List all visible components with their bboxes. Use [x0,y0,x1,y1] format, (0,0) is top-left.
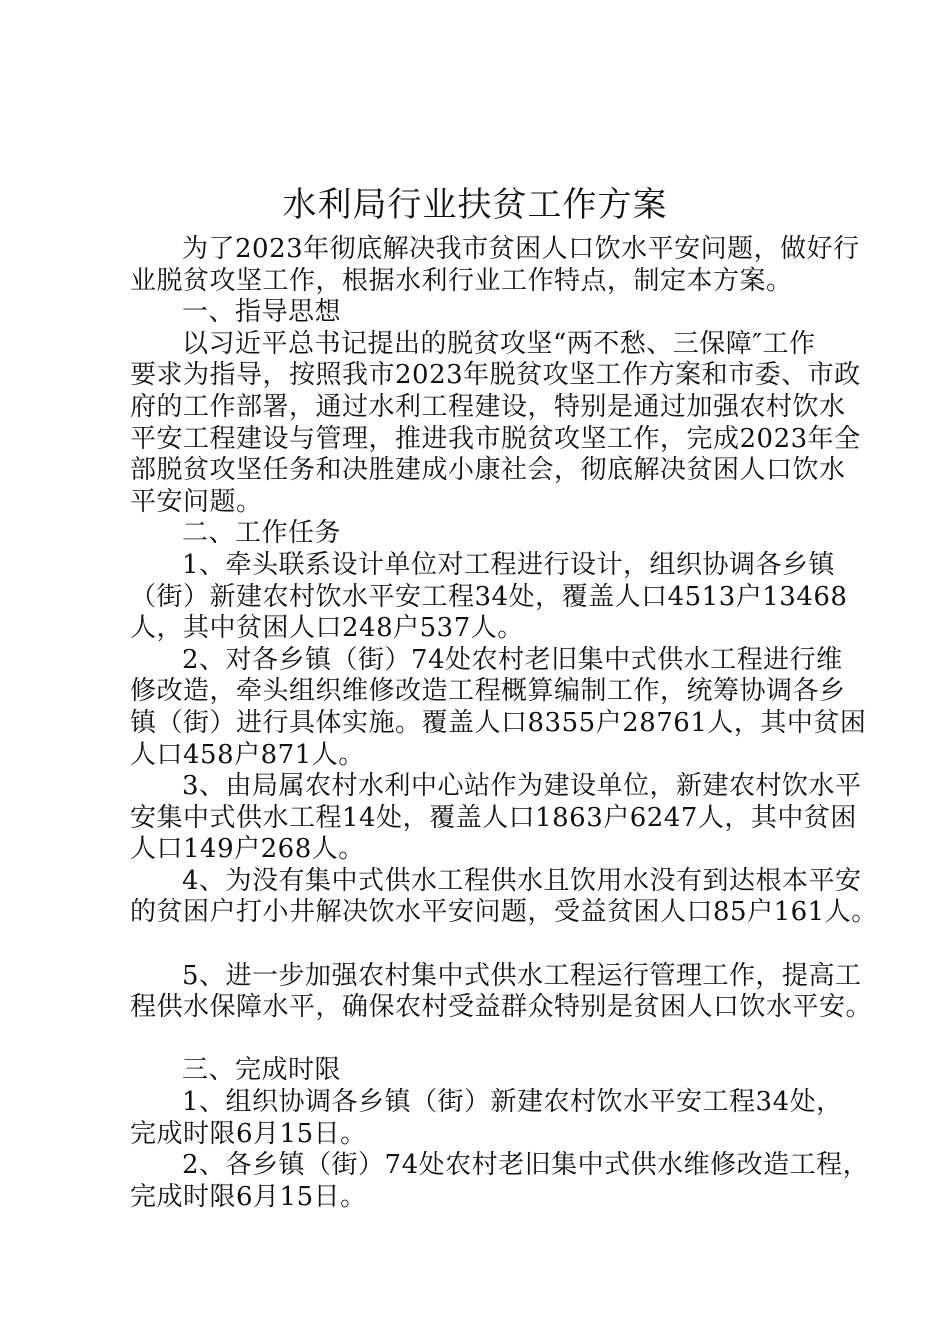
document-title: 水利局行业扶贫工作方案 [282,185,668,225]
paragraph-task-4 [130,865,878,929]
text-line: 完成时限6月15日。 [130,1118,367,1149]
text-line: 业脱贫攻坚工作，根据水利行业工作特点，制定本方案。 [130,265,793,296]
text-line: 完成时限6月15日。 [130,1181,367,1212]
text-line: 府的工作部署，通过水利工程建设，特别是通过加强农村饮水 [130,391,846,422]
paragraph-task-5 [130,960,873,1024]
text-line: 程供水保障水平，确保农村受益群众特别是贫困人口饮水平安。 [130,992,873,1023]
blank-line [130,1024,842,1056]
paragraph-guiding-thought [130,328,861,519]
text-line: 人口149户268人。 [130,834,365,865]
text-line: 一、指导思想 [182,297,342,328]
paragraph-task-1 [130,549,848,645]
blank-line [130,929,842,961]
text-line: 镇（街）进行具体实施。覆盖人口8355户28761人，其中贫困 [130,707,867,738]
text-line: 二、工作任务 [182,518,342,549]
text-line: 平安问题。 [130,486,263,517]
text-line: 1、牵头联系设计单位对工程进行设计，组织协调各乡镇 [182,549,836,580]
text-line: 4、为没有集中式供水工程供水且饮用水没有到达根本平安 [182,865,862,896]
text-line: 部脱贫攻坚任务和决胜建成小康社会，彻底解决贫困人口饮水 [130,455,846,486]
text-line: 以习近平总书记提出的脱贫攻坚“两不愁、三保障″工作 [182,328,816,359]
text-line: 5、进一步加强农村集中式供水工程运行管理工作，提高工 [182,960,862,991]
text-line: 人口458户871人。 [130,739,365,770]
text-line: 2、各乡镇（街）74处农村老旧集中式供水维修改造工程， [182,1150,870,1181]
text-line: 三、完成时限 [182,1055,342,1086]
paragraph-task-3 [130,771,862,866]
paragraph-deadline-1 [130,1087,842,1150]
section-heading-deadline [130,1055,842,1087]
document-body [130,234,878,1213]
text-line: 要求为指导，按照我市2023年脱贫攻坚工作方案和市委、市政 [130,360,861,391]
text-line: 人，其中贫困人口248户537人。 [130,613,524,644]
text-line: （街）新建农村饮水平安工程34处，覆盖人口4513户13468 [130,581,848,612]
text-line: 的贫困户打小井解决饮水平安问题，受益贫困人口85户161人。 [130,897,878,928]
section-heading-tasks [130,518,842,550]
text-line: 3、由局属农村水利中心站作为建设单位，新建农村饮水平 [182,771,862,802]
text-line: 安集中式供水工程14处，覆盖人口1863户6247人，其中贫困 [130,802,857,833]
paragraph-task-2 [130,644,867,771]
paragraph-intro [130,234,860,297]
text-line: 为了2023年彻底解决我市贫困人口饮水平安问题，做好行 [182,234,860,264]
text-line: 修改造，牵头组织维修改造工程概算编制工作，统筹协调各乡 [130,676,846,707]
text-line: 2、对各乡镇（街）74处农村老旧集中式供水工程进行维 [182,644,843,675]
text-line: 1、组织协调各乡镇（街）新建农村饮水平安工程34处， [182,1087,843,1118]
section-heading-guiding-thought [130,297,842,329]
paragraph-deadline-2 [130,1150,870,1213]
text-line: 平安工程建设与管理，推进我市脱贫攻坚工作，完成2023年全 [130,423,861,454]
